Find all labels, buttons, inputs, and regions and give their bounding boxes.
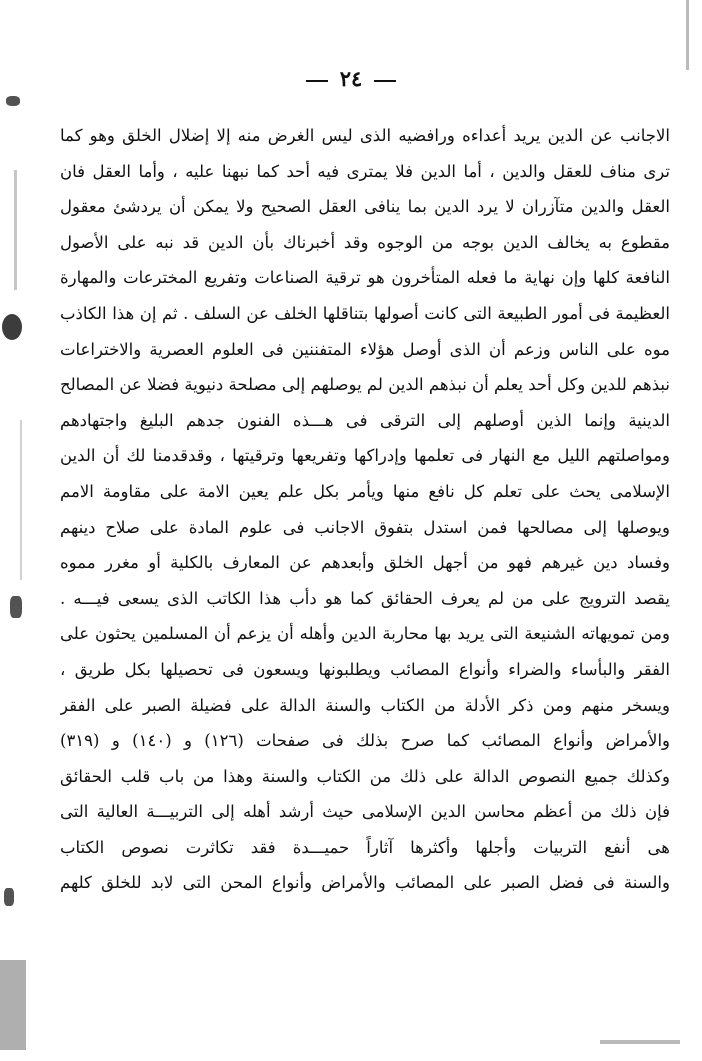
- text-line: والأمراض وأنواع المصائب كما صرح بذلك فى صفحات (١٢٦) و (١٤٠) و (٣١٩): [60, 731, 670, 751]
- text-line: النافعة كلها وإن نهاية ما فعله المتأخرون هو ترقية الصناعات وتفريع المخترعات والمهارة: [60, 268, 670, 288]
- text-line: نبذهم للدين وكل أحد يعلم أن نبذهم الدين لم يوصلهم إلى مصلحة دنيوية فضلا عن المصالح: [60, 375, 670, 395]
- scan-noise: [600, 1040, 680, 1044]
- text-line: والسنة فى فضل الصبر على المصائب والأمراض وأنواع المحن التى لابد للخلق كلهم: [60, 873, 670, 893]
- header-dash-right: [374, 80, 396, 82]
- text-line: الفقر والبأساء والضراء وأنواع المصائب ويطلبونها ويسعون فى تحصيلها بكل طريق ،: [60, 659, 670, 679]
- scan-noise: [0, 960, 26, 1050]
- text-line: يقصد الترويج على من لم يعرف الحقائق كما هو دأب هذا الكاتب الذى يسعى فيـــه .: [60, 588, 670, 608]
- body-text: [60, 118, 670, 901]
- text-line: ومواصلتهم الليل مع النهار فى تعلمها وإدراكها وتفريعها وترقيتها ، وقدقدمنا لك أن الدين: [60, 446, 670, 466]
- text-line: الاجانب عن الدين يريد أعداءه ورافضيه الذى ليس الغرض منه إلا إضلال الخلق وهو كما: [60, 126, 670, 145]
- scan-noise: [6, 96, 20, 106]
- text-line: الإسلامى يحث على تعلم كل نافع منها ويأمر بكل علم يعين الامة على مقاومة الامم: [60, 481, 670, 501]
- text-line: ويسخر منهم ومن ذكر الأدلة من الكتاب والسنة الدالة على فضيلة الصبر على الفقر: [60, 695, 670, 715]
- text-line: ترى مناف للعقل والدين ، أما الدين فلا يمترى فيه أحد كما نبهنا عليه ، وأما العقل فان: [60, 161, 670, 181]
- scan-noise: [14, 170, 17, 290]
- scan-noise: [20, 420, 22, 580]
- text-line: ويوصلها إلى مصالحها فمن استدل بتفوق الاجانب فى علوم المادة على صلاح دينهم: [60, 517, 670, 537]
- scan-noise: [10, 596, 22, 618]
- scan-noise: [686, 0, 689, 70]
- page-header: [0, 66, 702, 91]
- text-line: العقل والدين متآزران لا يرد الدين بما ينافى العقل الصحيح ولا يمكن أن يردشئ معقول: [60, 197, 670, 217]
- page-number: ٢٤: [339, 66, 363, 91]
- text-line: فإن ذلك من أعظم محاسن الدين الإسلامى حيث أرشد أهله إلى التربيـــة العالية التى: [60, 802, 670, 822]
- text-line: العظيمة فى أمور الطبيعة التى كانت أصولها بتناقلها الخلف عن السلف . ثم إن هذا الكاذب: [60, 303, 670, 323]
- scan-noise: [2, 314, 22, 340]
- text-line: وفساد دين غيرهم فهو من أجهل الخلق وأبعدهم عن المعارف بالكلية أو مغرر مموه: [60, 553, 670, 573]
- header-dash-left: [306, 80, 328, 82]
- text-line: هى أنفع التربيات وأجلها وأكثرها آثاراً حميـــدة فقد تكاثرت نصوص الكتاب: [60, 837, 670, 857]
- text-line: وكذلك جميع النصوص الدالة على ذلك من الكتاب والسنة وهذا من باب قلب الحقائق: [60, 766, 670, 786]
- text-line: موه على الناس وزعم أن الذى أوصل هؤلاء المتفننين فى العلوم العصرية والاختراعات: [60, 339, 670, 359]
- scan-noise: [4, 888, 14, 906]
- text-line: مقطوع به يخالف الدين بوجه من الوجوه وقد أخبرناك بأن الدين قد نبه على الأصول: [60, 232, 670, 252]
- text-line: الدينية وإنما الذين أوصلهم إلى الترقى فى هـــذه الفنون جدهم البليغ واجتهادهم: [60, 410, 670, 430]
- text-line: ومن تمويهاته الشنيعة التى يريد بها محاربة الدين وأهله أن يزعم أن المسلمين يحثون على: [60, 624, 670, 644]
